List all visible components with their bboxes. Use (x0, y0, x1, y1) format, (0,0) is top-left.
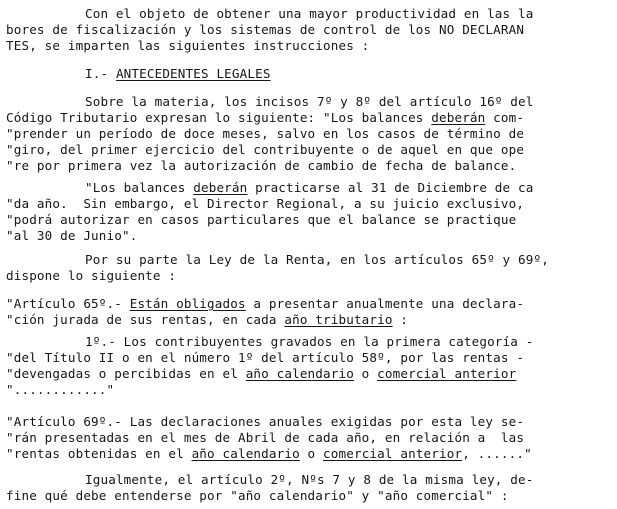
art65-line-1 (6, 296, 524, 311)
section-title: ANTECEDENTES LEGALES (115, 66, 271, 81)
art65-text: "Artículo 65º.- (6, 296, 130, 311)
art65-item-line-2: "del Título II o en el número 1º del artículo 58º, por las rentas - (6, 350, 525, 365)
art65-text: "ción jurada de sus rentas, en cada (6, 312, 285, 327)
para1-emphasis: deberán (431, 110, 486, 125)
para1-line-3: "prender un período de doce meses, salvo en los casos de término de (6, 126, 525, 141)
section-number: I.- (85, 66, 116, 81)
intro-line-3: TES, se imparten las siguientes instrucciones : (6, 38, 370, 53)
para2-line-2: "da año. Sin embargo, el Director Regional, a su juicio exclusivo, (6, 196, 525, 211)
art69-line-2: "rán presentadas en el mes de Abril de cada año, en relación a las (6, 430, 525, 445)
para2-emphasis: deberán (193, 180, 248, 195)
art65-item-text: "devengadas o percibidas en el (6, 366, 246, 381)
intro-line-1: Con el objeto de obtener una mayor productividad en las la (85, 6, 534, 21)
para4-line-1: Igualmente, el artículo 2º, Nºs 7 y 8 de la misma ley, de- (85, 472, 534, 487)
art65-emphasis: Están obligados (129, 296, 246, 311)
para2-line-4: "al 30 de Junio". (6, 228, 138, 243)
art65-item-text: o (353, 366, 378, 381)
para4-line-2: fine qué debe entenderse por "año calendario" y "año comercial" : (6, 488, 509, 503)
intro-line-2: bores de fiscalización y los sistemas de control de los NO DECLARAN (6, 22, 525, 37)
para1-line-4: "giro, del primer ejercicio del contribuyente o de aquel en que ope (6, 142, 525, 157)
para2-line-3: "podrá autorizar en casos particulares que el balance se practique (6, 212, 517, 227)
para3-line-1: Por su parte la Ley de la Renta, en los artículos 65º y 69º, (85, 252, 549, 267)
art69-text: , ......" (462, 446, 532, 461)
art69-text: "rentas obtenidas en el (6, 446, 192, 461)
art65-item-line-4: "............" (6, 382, 115, 397)
art65-item-line-1: 1º.- Los contribuyentes gravados en la primera categoría - (85, 334, 534, 349)
para3-line-2: dispone lo siguiente : (6, 268, 177, 283)
art65-line-2 (6, 312, 408, 327)
art69-line-1: "Artículo 69º.- Las declaraciones anuales exigidas por esta ley se- (6, 414, 525, 429)
art69-emphasis: año calendario (191, 446, 300, 461)
para1-text: com- (485, 110, 525, 125)
para1-line-2 (6, 110, 524, 125)
art69-line-3 (6, 446, 532, 461)
art65-item-line-3 (6, 366, 516, 381)
art69-text: o (299, 446, 324, 461)
para2-text: "Los balances (85, 180, 194, 195)
art65-text: : (392, 312, 409, 327)
art65-item-emphasis: comercial anterior (377, 366, 517, 381)
art65-text: a presentar anualmente una declara- (245, 296, 525, 311)
para2-text: practicarse al 31 de Diciembre de ca (247, 180, 534, 195)
section-heading (85, 66, 271, 81)
para1-line-1: Sobre la materia, los incisos 7º y 8º del artículo 16º del (85, 94, 534, 109)
art65-item-emphasis: año calendario (245, 366, 354, 381)
para1-text: Código Tributario expresan lo siguiente: "Los balances (6, 110, 432, 125)
para2-line-1 (85, 180, 533, 195)
art65-emphasis: año tributario (284, 312, 393, 327)
para1-line-5: "re por primera vez la autorización de cambio de fecha de balance. (6, 158, 517, 173)
art69-emphasis: comercial anterior (323, 446, 463, 461)
